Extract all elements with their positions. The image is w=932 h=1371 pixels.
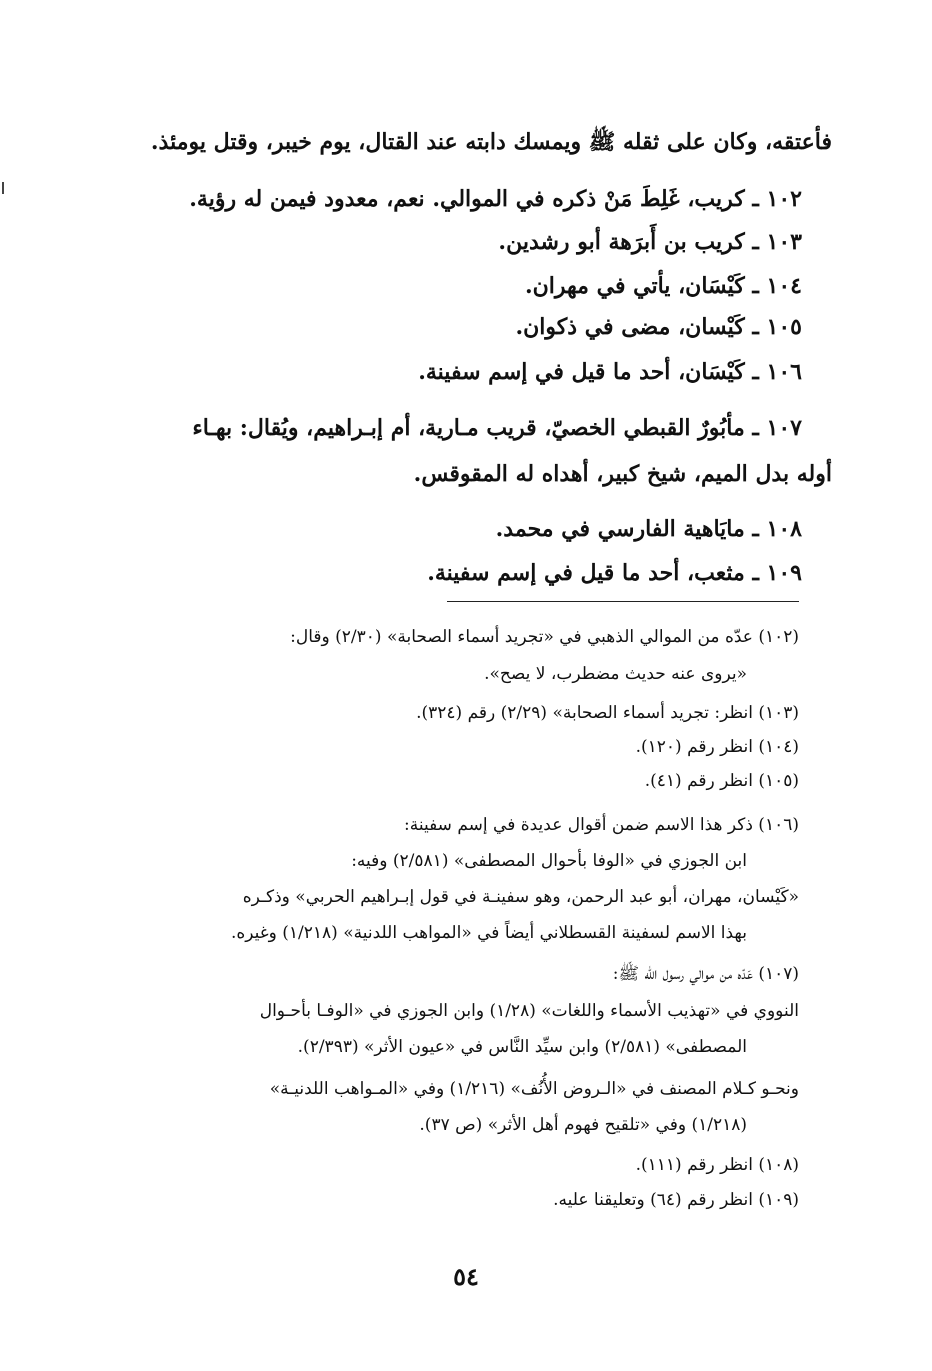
footnote-106-continuation: بهذا الاسم لسفينة القسطلاني أيضاً في «المواهب اللدنية» (١/٢١٨) وغيره. xyxy=(230,923,747,943)
entry-105: ١٠٥ ـ كَيْسان، مضى في ذكوان. xyxy=(515,314,802,340)
entry-109: ١٠٩ ـ مثعب، أحد ما قيل في إسم سفينة. xyxy=(427,560,802,586)
footnote-separator xyxy=(447,601,799,602)
footnote-105: (١٠٥) انظر رقم (٤١). xyxy=(644,771,799,791)
entry-102: ١٠٢ ـ كريب، غَلِطَ مَنْ ذكره في الموالي. نعم، معدود فيمن له رؤية. xyxy=(189,186,802,212)
footnote-102-quote: «يروى عنه حديث مضطرب، لا يصح». xyxy=(484,664,747,684)
footnote-104: (١٠٤) انظر رقم (١٢٠). xyxy=(635,737,799,757)
entry-108: ١٠٨ ـ مايَاهية الفارسي في محمد. xyxy=(495,516,802,542)
footnote-107-sources-continuation: المصطفى» (٢/٥٨١) وابن سيِّد النَّاس في «عيون الأثر» (٢/٣٩٣). xyxy=(297,1037,747,1057)
entry-106: ١٠٦ ـ كَيْسَان، أحد ما قيل في إسم سفينة. xyxy=(418,359,802,385)
footnote-107: (١٠٧) عَدّه من موالي رسول الله ﷺ: xyxy=(612,964,799,984)
main-line-continuation: فأعتقه، وكان على ثقله ﷺ ويمسك دابته عند القتال، يوم خيبر، وقتل يومئذ. xyxy=(150,129,832,155)
footnote-107-similar-continuation: (١/٢١٨) وفي «تلقيح فهوم أهل الأثر» (ص ٣٧). xyxy=(419,1115,747,1135)
footnote-108: (١٠٨) انظر رقم (١١١). xyxy=(635,1155,799,1175)
footnote-106: (١٠٦) ذكر هذا الاسم ضمن أقوال عديدة في إسم سفينة: xyxy=(403,815,799,835)
footnote-107-sources: النووي في «تهذيب الأسماء واللغات» (١/٢٨) وابن الجوزي في «الوفـا بأحـوال xyxy=(259,1001,799,1021)
footnote-107-similar: ونحـو كـلام المصنف في «الـروض الأُنُف» (١/٢١٦) وفي «المـواهب اللدنيـة» xyxy=(269,1079,799,1099)
footnote-103: (١٠٣) انظر: تجريد أسماء الصحابة» (٢/٢٩) رقم (٣٢٤). xyxy=(416,703,799,723)
entry-107: ١٠٧ ـ مأبُورٌ القبطي الخصيّ، قريب مـارية، أم إبـراهيم، ويُقال: بهـاء xyxy=(192,415,802,441)
footnote-106-quote: «كَيْسان، مهران، أبو عبد الرحمن، وهو سفينـة في قول إبـراهيم الحربي» وذكـره xyxy=(242,887,799,907)
entry-104: ١٠٤ ـ كَيْسَان، يأتي في مهران. xyxy=(524,273,802,299)
footnote-102: (١٠٢) عدّه من الموالي الذهبي في «تجريد أسماء الصحابة» (٢/٣٠) وقال: xyxy=(290,627,799,647)
scan-edge-mark xyxy=(2,182,4,194)
entry-107-continuation: أوله بدل الميم، شيخ كبير، أهداه له المقوقس. xyxy=(413,461,832,487)
page-number: ٥٤ xyxy=(453,1262,479,1291)
footnote-109: (١٠٩) انظر رقم (٦٤) وتعليقنا عليه. xyxy=(553,1190,799,1210)
footnote-106-source: ابن الجوزي في «الوفا بأحوال المصطفى» (٢/٥٨١) وفيه: xyxy=(351,851,747,871)
entry-103: ١٠٣ ـ كريب بن أَبرَهة أبو رشدين. xyxy=(498,229,802,255)
